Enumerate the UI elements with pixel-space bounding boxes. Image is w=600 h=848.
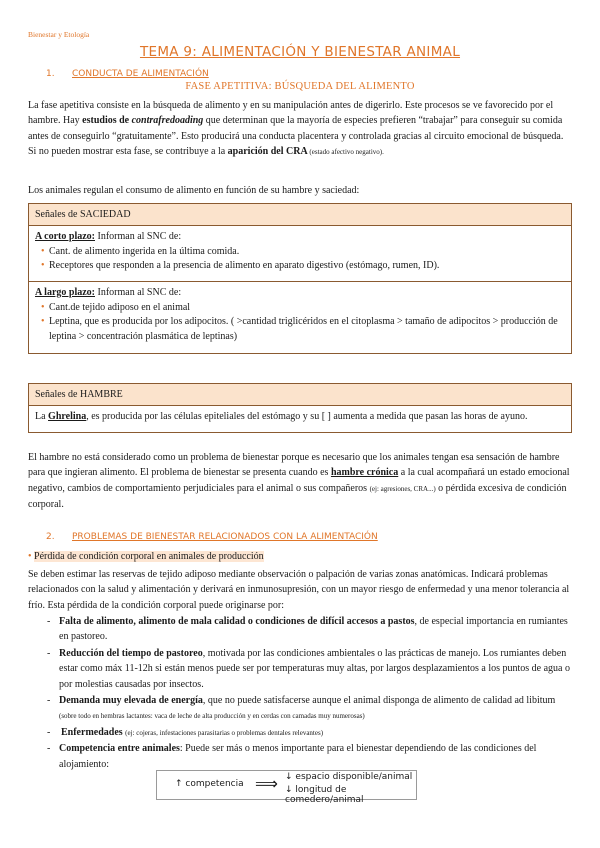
causes-list — [28, 614, 573, 773]
p1-text-b: estudios de — [82, 115, 132, 127]
p3-text-e: o pérdida excesiva de condición corporal. — [28, 482, 567, 511]
section1-label: CONDUCTA DE ALIMENTACIÓN — [72, 69, 209, 79]
diagram-right-1: ↓ espacio disponible/animal — [285, 772, 413, 782]
hambre-row — [29, 406, 571, 432]
p1-text-c: contrafredoading — [131, 115, 204, 127]
largo-plazo-text: Informan al SNC de: — [95, 287, 182, 298]
paragraph-fase-apetitiva — [28, 98, 573, 161]
p3-text-c: a la cual acompañará un estado emocional negativo, cambios de comportamiento perjudiciales para el animal o sus compañeros — [28, 467, 570, 494]
diagram-right-2: ↓ longitud de comedero/animal — [285, 785, 364, 805]
page-title: TEMA 9: ALIMENTACIÓN Y BIENESTAR ANIMAL — [139, 44, 461, 60]
corto-plazo-label: A corto plazo: — [35, 231, 95, 242]
section1-heading — [46, 69, 209, 79]
list-item: - Demanda muy elevada de energía, que no puede satisfacerse aunque el animal disponga de alimento de calidad ad libitum (sobre todo en hembras lactantes: vaca de leche de alta producción y en cerdas con camadas muy numerosas) — [28, 693, 573, 725]
paragraph-regulation — [28, 183, 573, 198]
section2-number: 2. — [46, 532, 55, 542]
section2-label: PROBLEMAS DE BIENESTAR RELACIONADOS CON LA ALIMENTACIÓN — [72, 532, 378, 542]
section2-bullet — [28, 549, 264, 564]
list-item: - Enfermedades (ej: cojeras, infestaciones parasitarias o problemas dentales relevantes) — [28, 725, 573, 741]
corto-plazo-item: • Receptores que responden a la presencia de alimento en aparato digestivo (estómago, rumen, ID). — [35, 259, 565, 274]
p3-text-d: (ej: agresiones, CRA...) — [369, 484, 436, 493]
section1-subtitle: FASE APETITIVA: BÚSQUEDA DEL ALIMENTO — [185, 81, 415, 92]
section1-number: 1. — [46, 69, 55, 79]
corto-plazo-text: Informan al SNC de: — [95, 231, 182, 242]
p1-text-a: La fase apetitiva consiste en la búsqueda de alimento y en su manipulación antes de digerirlo. Este procesos se ve favorecido por el hambre. Hay — [28, 100, 554, 127]
hambre-text-c: , es producida por las células epiteliales del estómago y su [ ] aumenta a medida que pasan las horas de ayuno. — [86, 411, 528, 422]
bullet-icon: • — [28, 551, 32, 562]
list-item: - Competencia entre animales: Puede ser más o menos importante para el bienestar dependiendo de las condiciones del alojamiento: — [28, 741, 573, 773]
p1-text-f: (estado afectivo negativo). — [307, 148, 384, 157]
p1-text-e: aparición del CRA — [227, 146, 308, 158]
p3-text-a: El hambre no está considerado como un problema de bienestar porque es necesario que los animales tengan esa sensación de hambre para que ingieran alimento. El problema de bienestar se presenta cuando es — [28, 452, 560, 479]
course-header: Bienestar y Etología — [28, 30, 90, 39]
list-item: - Reducción del tiempo de pastoreo, motivada por las condiciones ambientales o las prácticas de manejo. Los rumiantes deben estar como máx 11-12h si están menos puede ser por temperaturas muy altas, por largos desplazamientos a los puntos de agua o por molestias causadas por insectos. — [28, 646, 573, 693]
arrow-right-icon: ⟹ — [255, 774, 278, 793]
largo-plazo-label: A largo plazo: — [35, 287, 95, 298]
largo-plazo-item: • Cant.de tejido adiposo en el animal — [35, 301, 565, 316]
p4-text: Se deben estimar las reservas de tejido adiposo mediante observación o palpación de varias zonas anatómicas. Indicará problemas relacionados con la salud y alimentación y derivará en inmunosupresión, con un mayor riesgo de enfermedad y una menor tolerancia al frío. Esta pérdida de la condición corporal puede originarse por: — [28, 569, 570, 611]
hambre-cronica-term: hambre crónica — [330, 467, 399, 479]
competencia-diagram — [156, 770, 417, 805]
paragraph-hambre-cronica — [28, 450, 573, 513]
saciedad-header: Señales de SACIEDAD — [29, 204, 571, 226]
largo-plazo-item: • Leptina, que es producida por los adipocitos. ( >cantidad triglicéridos en el citoplasma > tamaño de adipocitos > producción de leptina > concentración plasmática de leptinas) — [35, 315, 565, 344]
corto-plazo-item: • Cant. de alimento ingerida en la última comida. — [35, 245, 565, 260]
paragraph-condicion-corporal — [28, 567, 573, 613]
diagram-left: ↑ competencia — [175, 779, 244, 789]
saciedad-largo-plazo — [29, 282, 571, 353]
list-item: - Falta de alimento, alimento de mala calidad o condiciones de difícil accesos a pastos, de especial importancia en rumiantes en pastoreo. — [28, 614, 573, 646]
hambre-text-a: La — [35, 411, 49, 422]
p1-text-d: que determinan que la mayoría de especies prefieren “trabajar” para conseguir su comida antes de conseguirlo “gratuitamente”. Esto producirá una conducta placentera y controlada gracias al circuito emocional de búsqueda. Si no pueden mostrar esta fase, se contribuye a la — [28, 115, 564, 158]
hambre-box — [28, 383, 572, 433]
section2-heading — [46, 532, 378, 542]
p2-text: Los animales regulan el consumo de alimento en función de su hambre y saciedad: — [28, 185, 360, 196]
ghrelina-term: Ghrelina — [48, 411, 87, 422]
saciedad-corto-plazo — [29, 226, 571, 282]
bullet-text: Pérdida de condición corporal en animales de producción — [34, 551, 264, 562]
hambre-header: Señales de HAMBRE — [29, 384, 571, 406]
saciedad-box — [28, 203, 572, 354]
